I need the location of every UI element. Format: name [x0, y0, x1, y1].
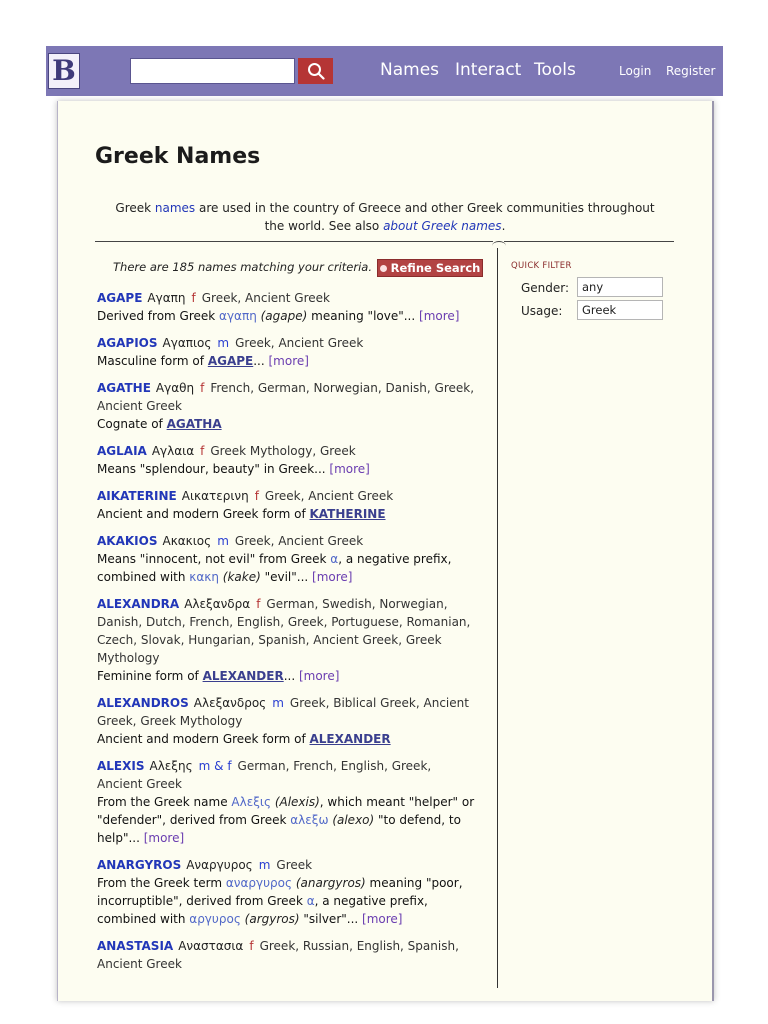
- transliteration: (alexo): [328, 813, 375, 827]
- list-item: [97, 856, 477, 928]
- divider-arc: [492, 241, 506, 251]
- refine-search-label: Refine Search: [390, 261, 481, 275]
- desc-text: , a negative prefix, combined with: [97, 894, 428, 926]
- desc-text: Cognate of: [97, 417, 167, 431]
- nav-tools[interactable]: Tools: [534, 60, 576, 80]
- greek-spelling: Ακακιος: [162, 534, 212, 548]
- search-button[interactable]: [298, 58, 333, 84]
- greek-spelling: Αναργυρος: [186, 858, 253, 872]
- name-link[interactable]: AGAPE: [97, 291, 143, 305]
- name-list: [97, 289, 477, 982]
- transliteration: (agape): [256, 309, 308, 323]
- nav-register[interactable]: Register: [666, 64, 716, 78]
- desc-text: meaning "love"...: [307, 309, 420, 323]
- usage-list: Greek, Ancient Greek: [264, 489, 394, 503]
- desc-text: "silver"...: [299, 912, 363, 926]
- usage-list: Greek, Ancient Greek: [201, 291, 330, 305]
- greek-spelling: Αγαπιος: [162, 336, 212, 350]
- desc-text: ...: [253, 354, 269, 368]
- list-item: [97, 442, 477, 478]
- list-item: [97, 937, 477, 973]
- name-link[interactable]: AKAKIOS: [97, 534, 158, 548]
- gender-badge: m: [272, 696, 284, 710]
- more-link[interactable]: [more]: [362, 912, 403, 926]
- site-logo[interactable]: [46, 46, 82, 96]
- desc-text: , a negative prefix, combined with: [97, 552, 452, 584]
- usage-list: Greek Mythology, Greek: [210, 444, 356, 458]
- quick-filter-label: QUICK FILTER: [511, 261, 572, 271]
- usage-list: Greek, Biblical Greek, Ancient Greek, Greek Mythology: [97, 696, 469, 728]
- transliteration: (kake): [218, 570, 261, 584]
- desc-text: , which meant "helper" or "defender", derived from Greek: [97, 795, 475, 827]
- greek-word: αργυρος: [189, 912, 241, 926]
- name-link[interactable]: ALEXIS: [97, 759, 145, 773]
- name-description: [97, 352, 477, 370]
- logo-icon: B: [48, 53, 80, 89]
- greek-spelling: Αικατερινη: [181, 489, 249, 503]
- desc-text: meaning "poor, incorruptible", derived from Greek: [97, 876, 463, 908]
- desc-text: Means "innocent, not evil" from Greek: [97, 552, 331, 566]
- gender-badge: f: [191, 291, 196, 305]
- desc-text: "to defend, to help"...: [97, 813, 461, 845]
- name-description: [97, 505, 477, 523]
- more-link[interactable]: [more]: [268, 354, 309, 368]
- list-item: [97, 694, 477, 748]
- list-item: [97, 487, 477, 523]
- more-link[interactable]: [more]: [329, 462, 370, 476]
- transliteration: (anargyros): [292, 876, 366, 890]
- greek-spelling: Αγλαια: [151, 444, 195, 458]
- gender-select[interactable]: any: [577, 277, 663, 297]
- desc-text: Ancient and modern Greek form of: [97, 732, 310, 746]
- about-greek-names-link[interactable]: about Greek names: [383, 219, 502, 233]
- list-item: [97, 289, 477, 325]
- name-link[interactable]: AGAPIOS: [97, 336, 158, 350]
- gender-badge: f: [200, 444, 205, 458]
- greek-spelling: Αλεξανδρος: [193, 696, 267, 710]
- nav-names[interactable]: Names: [380, 60, 440, 80]
- desc-text: From the Greek term: [97, 876, 226, 890]
- nav-interact[interactable]: Interact: [455, 60, 522, 80]
- usage-list: Greek, Ancient Greek: [234, 534, 364, 548]
- related-name-link[interactable]: ALEXANDER: [202, 669, 284, 683]
- name-description: [97, 550, 477, 586]
- greek-word: αγαπη: [219, 309, 257, 323]
- usage-list: Greek: [276, 858, 313, 872]
- name-description: [97, 793, 477, 847]
- name-description: [97, 730, 477, 748]
- name-link[interactable]: ANARGYROS: [97, 858, 182, 872]
- gender-badge: f: [249, 939, 254, 953]
- refine-search-button[interactable]: [377, 259, 483, 277]
- search-input[interactable]: [130, 58, 295, 84]
- desc-text: ...: [283, 669, 299, 683]
- greek-word: αλεξω: [290, 813, 329, 827]
- gender-badge: f: [200, 381, 205, 395]
- greek-word: α: [306, 894, 315, 908]
- related-name-link[interactable]: AGATHA: [166, 417, 222, 431]
- name-link[interactable]: AGATHE: [97, 381, 151, 395]
- desc-text: Feminine form of: [97, 669, 203, 683]
- gender-badge: m: [217, 336, 230, 350]
- name-description: [97, 415, 477, 433]
- refine-icon: [380, 265, 387, 272]
- desc-text: From the Greek name: [97, 795, 232, 809]
- greek-spelling: Αλεξης: [149, 759, 193, 773]
- gender-badge: m: [217, 534, 229, 548]
- list-item: [97, 532, 477, 586]
- name-description: [97, 460, 477, 478]
- list-item: [97, 757, 477, 847]
- divider: [504, 241, 674, 242]
- related-name-link[interactable]: ALEXANDER: [309, 732, 391, 746]
- desc-text: Derived from Greek: [97, 309, 220, 323]
- related-name-link[interactable]: KATHERINE: [309, 507, 386, 521]
- divider: [95, 241, 493, 242]
- related-name-link[interactable]: AGAPE: [207, 354, 254, 368]
- list-item: [97, 379, 477, 433]
- name-description: [97, 667, 477, 685]
- greek-spelling: Αγαθη: [155, 381, 195, 395]
- usage-select[interactable]: Greek: [577, 300, 663, 320]
- name-link[interactable]: AGLAIA: [97, 444, 147, 458]
- name-description: [97, 874, 477, 928]
- page-title: Greek Names: [95, 144, 261, 169]
- column-divider: [497, 248, 498, 988]
- desc-text: "evil"...: [260, 570, 313, 584]
- name-link[interactable]: ALEXANDRA: [97, 597, 180, 611]
- greek-word: κακη: [189, 570, 219, 584]
- usage-list: French, German, Norwegian, Danish, Greek, Ancient Greek: [97, 381, 475, 413]
- list-item: [97, 334, 477, 370]
- nav-login[interactable]: Login: [619, 64, 652, 78]
- more-link[interactable]: [more]: [298, 669, 340, 683]
- greek-spelling: Αλεξανδρα: [184, 597, 251, 611]
- intro-end: .: [501, 219, 506, 233]
- usage-list: German, Swedish, Norwegian, Danish, Dutch, French, English, Greek, Portuguese, Romanian, Czech, Slovak, Hungarian, Spanish, Ancient Greek, Greek Mythology: [97, 597, 471, 665]
- intro-post: are used in the country of Greece and other Greek communities throughout the world. See also: [195, 201, 655, 233]
- gender-label: Gender:: [521, 281, 570, 295]
- gender-badge: f: [254, 489, 259, 503]
- transliteration: (argyros): [240, 912, 300, 926]
- usage-label: Usage:: [521, 304, 563, 318]
- more-link[interactable]: [more]: [312, 570, 353, 584]
- name-description: [97, 307, 477, 325]
- transliteration: (Alexis): [271, 795, 320, 809]
- intro-text: [110, 199, 660, 235]
- usage-list: German, French, English, Greek, Ancient Greek: [97, 759, 432, 791]
- intro-pre: Greek: [115, 201, 155, 215]
- greek-word: α: [330, 552, 339, 566]
- result-count: There are 185 names matching your criteria.: [113, 260, 372, 274]
- name-link[interactable]: ALEXANDROS: [97, 696, 189, 710]
- search-icon: [307, 62, 325, 80]
- usage-list: Greek, Russian, English, Spanish, Ancient Greek: [97, 939, 459, 971]
- gender-badge: f: [256, 597, 261, 611]
- top-navbar: [46, 46, 723, 96]
- more-link[interactable]: [more]: [419, 309, 460, 323]
- name-link[interactable]: AIKATERINE: [97, 489, 177, 503]
- name-link[interactable]: ANASTASIA: [97, 939, 174, 953]
- desc-text: Masculine form of: [97, 354, 208, 368]
- more-link[interactable]: [more]: [143, 831, 185, 845]
- gender-badge: m: [258, 858, 271, 872]
- names-link[interactable]: names: [154, 201, 196, 215]
- desc-text: Ancient and modern Greek form of: [97, 507, 310, 521]
- greek-spelling: Αναστασια: [178, 939, 244, 953]
- gender-badge: m & f: [198, 759, 232, 773]
- list-item: [97, 595, 477, 685]
- greek-word: αναργυρος: [225, 876, 293, 890]
- desc-text: Means "splendour, beauty" in Greek...: [97, 462, 330, 476]
- usage-list: Greek, Ancient Greek: [235, 336, 364, 350]
- greek-spelling: Αγαπη: [147, 291, 186, 305]
- greek-word: Αλεξις: [231, 795, 271, 809]
